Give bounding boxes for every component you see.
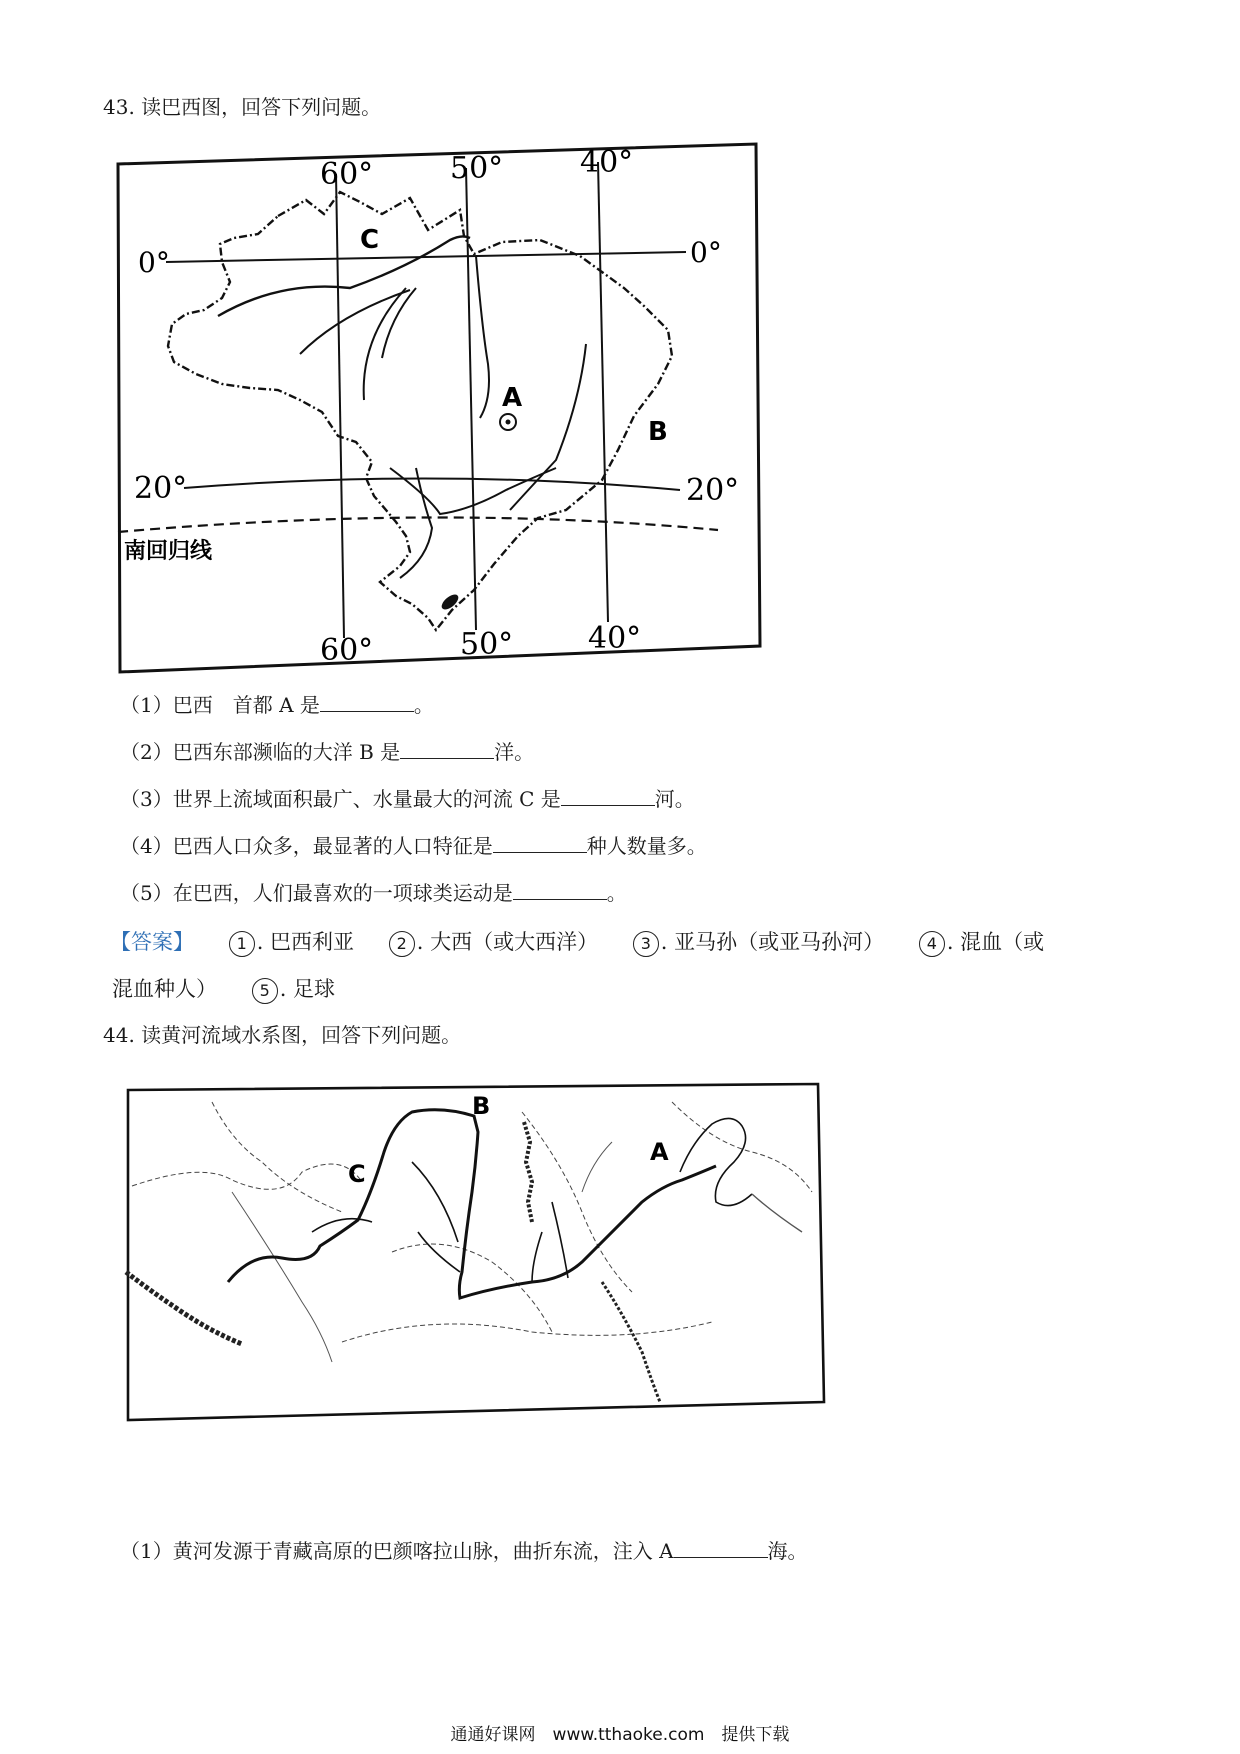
label-0-left: 0°	[138, 246, 170, 279]
q43-title: 43. 读巴西图，回答下列问题。	[103, 95, 382, 119]
q43-item-4: （4）巴西人口众多，最显著的人口特征是 种人数量多。	[120, 834, 707, 858]
circled-number: 2	[389, 931, 415, 957]
label-tropic: 南回归线	[124, 539, 213, 564]
label-0-right: 0°	[690, 236, 722, 269]
answer-blank[interactable]	[674, 1539, 768, 1558]
circled-number: 1	[229, 931, 255, 957]
answer-blank[interactable]	[493, 834, 587, 853]
answer-blank[interactable]	[513, 881, 607, 900]
label-b: B	[472, 1092, 491, 1120]
label-60-bottom: 60°	[320, 633, 374, 668]
label-a: A	[502, 383, 523, 413]
brazil-map	[110, 138, 770, 678]
q44-title: 44. 读黄河流域水系图，回答下列问题。	[103, 1023, 462, 1047]
q43-answer: 【答案】 1 . 巴西利亚 2 . 大西（或大西洋） 3 . 亚马孙（或亚马孙河） 4 . 混血（或	[110, 929, 1044, 957]
answer-tag: 【答案】	[110, 930, 194, 954]
label-60-top: 60°	[320, 157, 374, 192]
label-c: C	[360, 225, 380, 255]
label-50-bottom: 50°	[460, 627, 514, 662]
label-a: A	[650, 1138, 669, 1166]
label-50-top: 50°	[450, 151, 504, 186]
answer-blank[interactable]	[320, 693, 414, 712]
q43-answer-cont: 混血种人） 5 . 足球	[112, 976, 335, 1004]
circled-number: 3	[633, 931, 659, 957]
label-20-left: 20°	[134, 471, 188, 506]
circled-number: 4	[919, 931, 945, 957]
page-footer: 通通好课网 www.tthaoke.com 提供下载	[450, 1725, 790, 1745]
q43-item-2: （2）巴西东部濒临的大洋 B 是 洋。	[120, 740, 535, 764]
label-b: B	[648, 417, 668, 447]
q43-item-3: （3）世界上流域面积最广、水量最大的河流 C 是 河。	[120, 787, 695, 811]
q43-item-5: （5）在巴西，人们最喜欢的一项球类运动是 。	[120, 881, 627, 905]
label-c: C	[348, 1160, 366, 1188]
circled-number: 5	[252, 978, 278, 1004]
yellow-river-map	[112, 1082, 832, 1432]
label-20-right: 20°	[686, 473, 740, 508]
answer-blank[interactable]	[400, 740, 494, 759]
label-40-bottom: 40°	[588, 621, 642, 656]
q44-item-1: （1）黄河发源于青藏高原的巴颜喀拉山脉，曲折东流，注入 A 海。	[120, 1539, 808, 1563]
q43-item-1: （1）巴西 首都 A 是 。	[120, 693, 434, 717]
label-40-top: 40°	[580, 145, 634, 180]
answer-blank[interactable]	[561, 787, 655, 806]
